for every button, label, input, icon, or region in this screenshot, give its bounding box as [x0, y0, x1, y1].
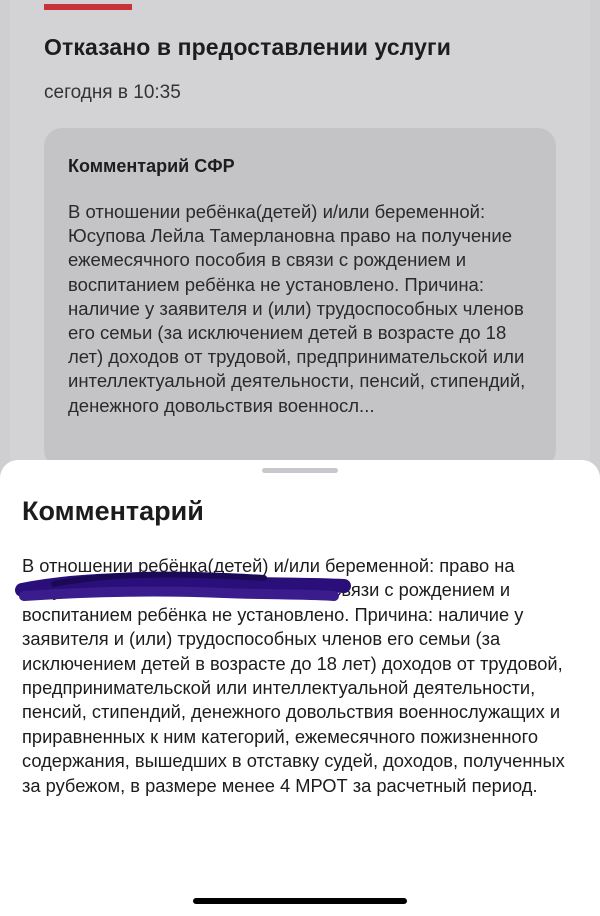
- home-indicator[interactable]: [193, 898, 407, 904]
- sheet-grabber-handle[interactable]: [262, 468, 338, 473]
- redaction-scribble: [14, 560, 354, 620]
- comment-bottom-sheet: [0, 460, 600, 916]
- status-accent-bar: [44, 4, 132, 10]
- sheet-title: Комментарий: [22, 496, 204, 526]
- sheet-text: В отношении ребёнка(детей) и/или беременной: право на получение ежемесячного пособия в связи с рождением и воспитанием ребёнка не установлено. Причина: наличие у заявителя и (или) трудоспособных членов его семьи (за исключением детей в возрасте до 18 лет) доходов от трудовой, предпринимательской или интеллектуальной деятельности, пенсий, стипендий, денежного довольствия военнослужащих и приравненных к ним категорий, ежемесячного пожизненного содержания, вышедших в отставку судей, доходов, полученных за рубежом, в размере менее 4 МРОТ за расчетный период.: [22, 555, 565, 796]
- status-time: сегодня в 10:35: [44, 82, 181, 103]
- comment-card-text: В отношении ребёнка(детей) и/или беременной: Юсупова Лейла Тамерлановна право на получение ежемесячного пособия в связи с рождением и воспитанием ребёнка не установлено. Причина: наличие у заявителя и (или) трудоспособных членов его семьи (за исключением детей в возрасте до 18 лет) доходов от трудовой, предпринимательской или интеллектуальной деятельности, пенсий, стипендий, денежного довольствия военносл...: [68, 201, 526, 416]
- comment-card[interactable]: [44, 128, 556, 468]
- status-title: Отказано в предоставлении услуги: [44, 34, 451, 60]
- comment-card-title: Комментарий СФР: [68, 156, 235, 176]
